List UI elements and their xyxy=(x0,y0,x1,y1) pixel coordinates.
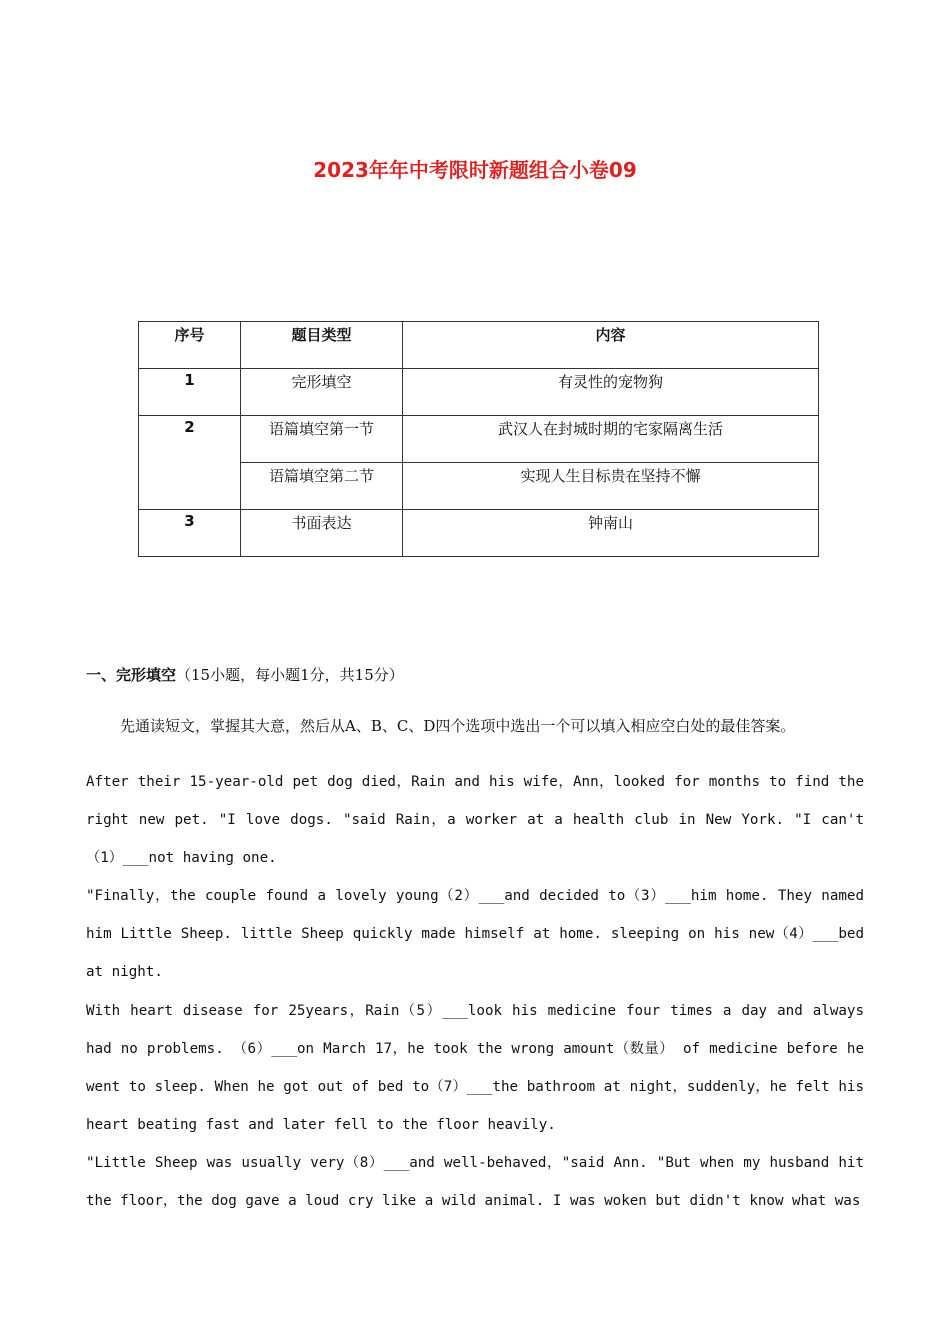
section-heading-note: （15小题，每小题1分，共15分） xyxy=(176,666,404,684)
row-content: 实现人生目标贵在坚持不懈 xyxy=(403,463,819,510)
document-title: 2023年年中考限时新题组合小卷09 xyxy=(313,158,637,182)
section-heading-title: 一、完形填空 xyxy=(86,666,177,684)
passage-paragraph: "Little Sheep was usually very（8）___and well-behaved，"said Ann. "But when my husband hit the floor，the dog gave a loud cry like a wild animal. I was woken but didn't know what was xyxy=(86,1154,864,1210)
table-row xyxy=(139,463,819,510)
header-content: 内容 xyxy=(403,322,819,369)
passage-paragraph: After their 15-year-old pet dog died，Rain and his wife，Ann，looked for months to find the right new pet. "I love dogs. "said Rain，a worker at a health club in New York. "I can't （1）___not having one. xyxy=(86,774,864,867)
row-type: 语篇填空第一节 xyxy=(241,416,403,463)
section-heading xyxy=(86,664,404,685)
header-number: 序号 xyxy=(139,322,241,369)
table-row xyxy=(139,416,819,463)
row-number: 3 xyxy=(139,510,241,557)
overview-table xyxy=(138,321,819,557)
row-number: 2 xyxy=(139,416,241,510)
row-type: 书面表达 xyxy=(241,510,403,557)
table-header-row xyxy=(139,322,819,369)
row-content: 有灵性的宠物狗 xyxy=(403,369,819,416)
row-type: 完形填空 xyxy=(241,369,403,416)
row-content: 钟南山 xyxy=(403,510,819,557)
cloze-passage xyxy=(86,763,864,1220)
passage-paragraph: With heart disease for 25years，Rain（5）___look his medicine four times a day and always had no problems. （6）___on March 17，he took the wrong amount（数量） of medicine before he went to sleep. When he got out of bed to（7）___the bathroom at night，suddenly，he felt his heart beating fast and later fell to the floor heavily. xyxy=(86,1002,864,1133)
passage-paragraph: "Finally，the couple found a lovely young（2）___and decided to（3）___him home. They named him Little Sheep. little Sheep quickly made himself at home. sleeping on his new（4）___bed at night. xyxy=(86,888,864,981)
table-row xyxy=(139,369,819,416)
table-row xyxy=(139,510,819,557)
row-type: 语篇填空第二节 xyxy=(241,463,403,510)
section-instruction: 先通读短文，掌握其大意，然后从A、B、C、D四个选项中选出一个可以填入相应空白处的最佳答案。 xyxy=(120,717,796,735)
row-number: 1 xyxy=(139,369,241,416)
row-content: 武汉人在封城时期的宅家隔离生活 xyxy=(403,416,819,463)
header-type: 题目类型 xyxy=(241,322,403,369)
